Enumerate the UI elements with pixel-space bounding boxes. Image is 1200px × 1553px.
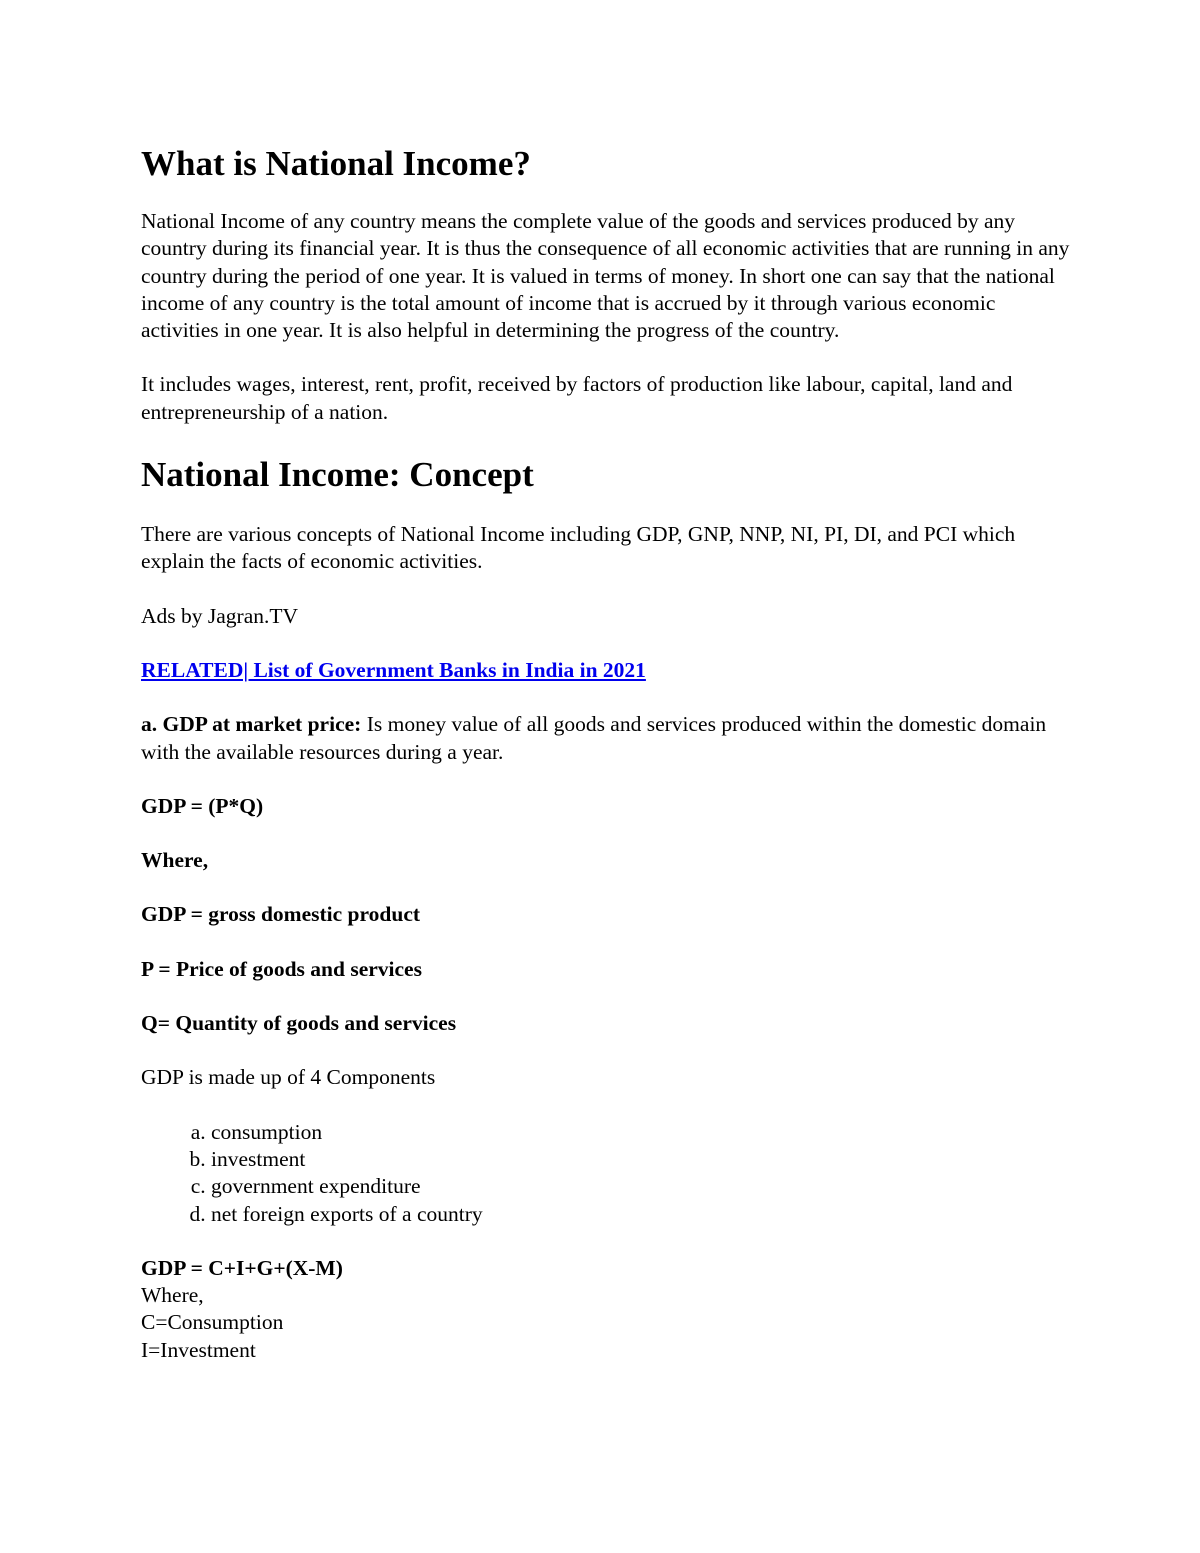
- definition-q: Q= Quantity of goods and services: [141, 1011, 457, 1036]
- paragraph-national-income-includes: It includes wages, interest, rent, profit, received by factors of production like labour, capital, land and entrepreneurship of a nation.: [141, 372, 1013, 424]
- list-item: c. government expenditure: [211, 1173, 1071, 1200]
- list-item: a. consumption: [211, 1119, 1071, 1146]
- related-link-government-banks[interactable]: RELATED| List of Government Banks in India in 2021: [141, 657, 646, 682]
- components-intro: GDP is made up of 4 Components: [141, 1065, 436, 1090]
- formula-gdp-components: GDP = C+I+G+(X-M): [141, 1255, 343, 1280]
- gdp-market-price-label: a. GDP at market price:: [141, 712, 362, 737]
- paragraph-concepts: There are various concepts of National Income including GDP, GNP, NNP, NI, PI, DI, and PCI which explain the facts of economic activities.: [141, 522, 1016, 574]
- components-list: [141, 1119, 1071, 1228]
- heading-what-is-national-income: What is National Income?: [141, 144, 531, 183]
- related-paragraph: [141, 657, 1071, 684]
- formula-gdp-pq: GDP = (P*Q): [141, 793, 264, 818]
- paragraph-gdp-market-price: [141, 711, 1071, 766]
- ads-label: Ads by Jagran.TV: [141, 603, 299, 628]
- definition-i: I=Investment: [141, 1337, 256, 1362]
- list-item: d. net foreign exports of a country: [211, 1201, 1071, 1228]
- list-item: b. investment: [211, 1146, 1071, 1173]
- heading-national-income-concept: National Income: Concept: [141, 455, 534, 495]
- gdp-market-price-text: Is money value of all goods and services produced within the domestic domain with the available resources during a year.: [141, 712, 1047, 764]
- definition-c: C=Consumption: [141, 1310, 284, 1335]
- definition-p: P = Price of goods and services: [141, 956, 422, 981]
- where-label-1: Where,: [141, 848, 209, 873]
- paragraph-national-income-definition: National Income of any country means the complete value of the goods and services produced by any country during its financial year. It is thus the consequence of all economic activities that are running in any country during the period of one year. It is valued in terms of money. In short one can say that the national income of any country is the total amount of income that is accrued by it through various economic activities in one year. It is also helpful in determining the progress of the country.: [141, 209, 1070, 343]
- where-label-2: Where,: [141, 1283, 204, 1308]
- document-page: [141, 140, 1071, 1364]
- definition-gdp: GDP = gross domestic product: [141, 902, 421, 927]
